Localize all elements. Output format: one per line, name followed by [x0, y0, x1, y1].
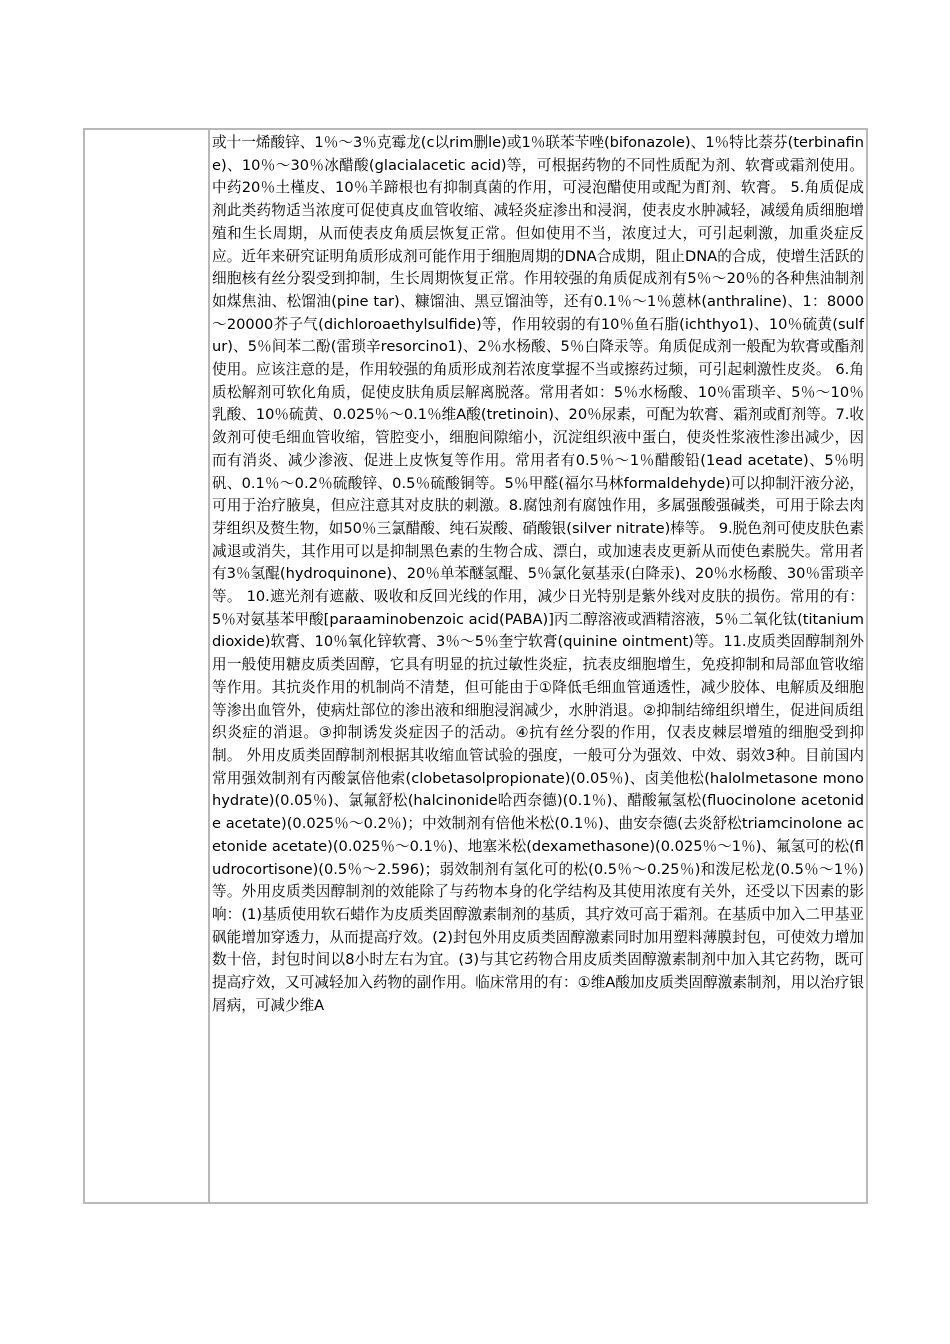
content-table [83, 128, 868, 1204]
body-paragraph: 或十一烯酸锌、1％～3％克霉龙(c以rim删le)或1％联苯苄唑(bifonazole)、1％特比萘芬(terbinafine)、10％～30％冰醋酸(glacialacetic acid)等，可根据药物的不同性质配为剂、软膏或霜剂使用。中药20％土槿皮、10％羊蹄根也有抑制真菌的作用，可浸泡醋使用或配为酊剂、软膏。 5.角质促成剂此类药物适当浓度可促使真皮血管收缩、减轻炎症渗出和浸润，使表皮水肿减轻，减缓角质细胞增殖和生长周期，从而使表皮角质层恢复正常。但如使用不当，浓度过大，可引起刺激，加重炎症反应。近年来研究证明角质形成剂可能作用于细胞周期的DNA合成期，阻止DNA的合成，使增生活跃的细胞核有丝分裂受到抑制，生长周期恢复正常。作用较强的角质促成剂有5％～20％的各种焦油制剂如煤焦油、松馏油(pine tar)、糠馏油、黑豆馏油等，还有0.1％～1％蒽林(anthraline)、1：8000～20000芥子气(dichloroaethylsulfide)等，作用较弱的有10％鱼石脂(ichthyo1)、10％硫黄(sulfur)、5％间苯二酚(雷琐辛resorcino1)、2％水杨酸、5％白降汞等。角质促成剂一般配为软膏或酯剂使用。应该注意的是，作用较强的角质形成剂若浓度掌握不当或擦药过频，可引起刺激性皮炎。 6.角质松解剂可软化角质，促使皮肤角质层解离脱落。常用者如：5％水杨酸、10％雷琐辛、5％～10％乳酸、10％硫黄、0.025％～0.1％维A酸(tretinoin)、20％尿素，可配为软膏、霜剂或酊剂等。7.收敛剂可使毛细血管收缩，管腔变小，细胞间隙缩小，沉淀组织液中蛋白，使炎性浆液性渗出减少，因而有消炎、减少渗液、促进上皮恢复等作用。常用者有0.5％～1％醋酸铅(1ead acetate)、5％明矾、0.1％～0.2％硫酸锌、0.5％硫酸铜等。5％甲醛(福尔马林formaldehyde)可以抑制汗液分泌，可用于治疗腋臭，但应注意其对皮肤的刺激。8.腐蚀剂有腐蚀作用，多属强酸强碱类，可用于除去肉芽组织及赘生物，如50％三氯醋酸、纯石炭酸、硝酸银(silver nitrate)棒等。 9.脱色剂可使皮肤色素减退或消失，其作用可以是抑制黑色素的生物合成、漂白，或加速表皮更新从而使色素脱失。常用者有3％氢醌(hydroquinone)、20％单苯醚氢醌、5％氯化氨基汞(白降汞)、20％水杨酸、30％雷琐辛等。 10.遮光剂有遮蔽、吸收和反回光线的作用，减少日光特别是紫外线对皮肤的损伤。常用的有：5％对氨基苯甲酸[paraaminobenzoic acid(PABA)]丙二醇溶液或酒精溶液，5％二氧化钛(titanium dioxide)软膏、10％氧化锌软膏、3％～5％奎宁软膏(quinine ointment)等。11.皮质类固醇制剂外用一般使用糖皮质类固醇，它具有明显的抗过敏性炎症，抗表皮细胞增生，免疫抑制和局部血管收缩等作用。其抗炎作用的机制尚不清楚，但可能由于①降低毛细血管通透性，减少胶体、电解质及细胞等渗出血管外，使病灶部位的渗出液和细胞浸润减少，水肿消退。②抑制结缔组织增生，促进间质组织炎症的消退。③抑制诱发炎症因子的活动。④抗有丝分裂的作用，仅表皮棘层增殖的细胞受到抑制。 外用皮质类固醇制剂根据其收缩血管试验的强度，一般可分为强效、中效、弱效3种。目前国内常用强效制剂有丙酸氯倍他索(clobetasolpropionate)(0.05％)、卤美他松(halolmetasone monohydrate)(0.05％)、氯氟舒松(halcinonide哈西奈德)(0.1％)、醋酸氟氢松(fluocinolone acetonide acetate)(0.025％～0.2％)；中效制剂有倍他米松(0.1％)、曲安奈德(去炎舒松triamcinolone acetonide acetate)(0.025％～0.1％)、地塞米松(dexamethasone)(0.025％～1％)、氟氢可的松(fludrocortisone)(0.5％～2.596)；弱效制剂有氢化可的松(0.5％～0.25％)和泼尼松龙(0.5％～1％)等。外用皮质类因醇制剂的效能除了与药物本身的化学结构及其使用浓度有关外，还受以下因素的影响：(1)基质使用软石蜡作为皮质类固醇激素制剂的基质，其疗效可高于霜剂。在基质中加入二甲基亚砜能增加穿透力，从而提高疗效。(2)封包外用皮质类固醇激素同时加用塑料薄膜封包，可使效力增加数十倍，封包时间以8小时左右为宜。(3)与其它药物合用皮质类固醇激素制剂中加入其它药物，既可提高疗效，又可减轻加入药物的副作用。临床常用的有：①维A酸加皮质类固醇激素制剂，用以治疗银屑病，可减少维A [212, 134, 864, 1014]
table-left-cell [85, 130, 210, 1202]
table-right-cell [210, 130, 866, 1202]
